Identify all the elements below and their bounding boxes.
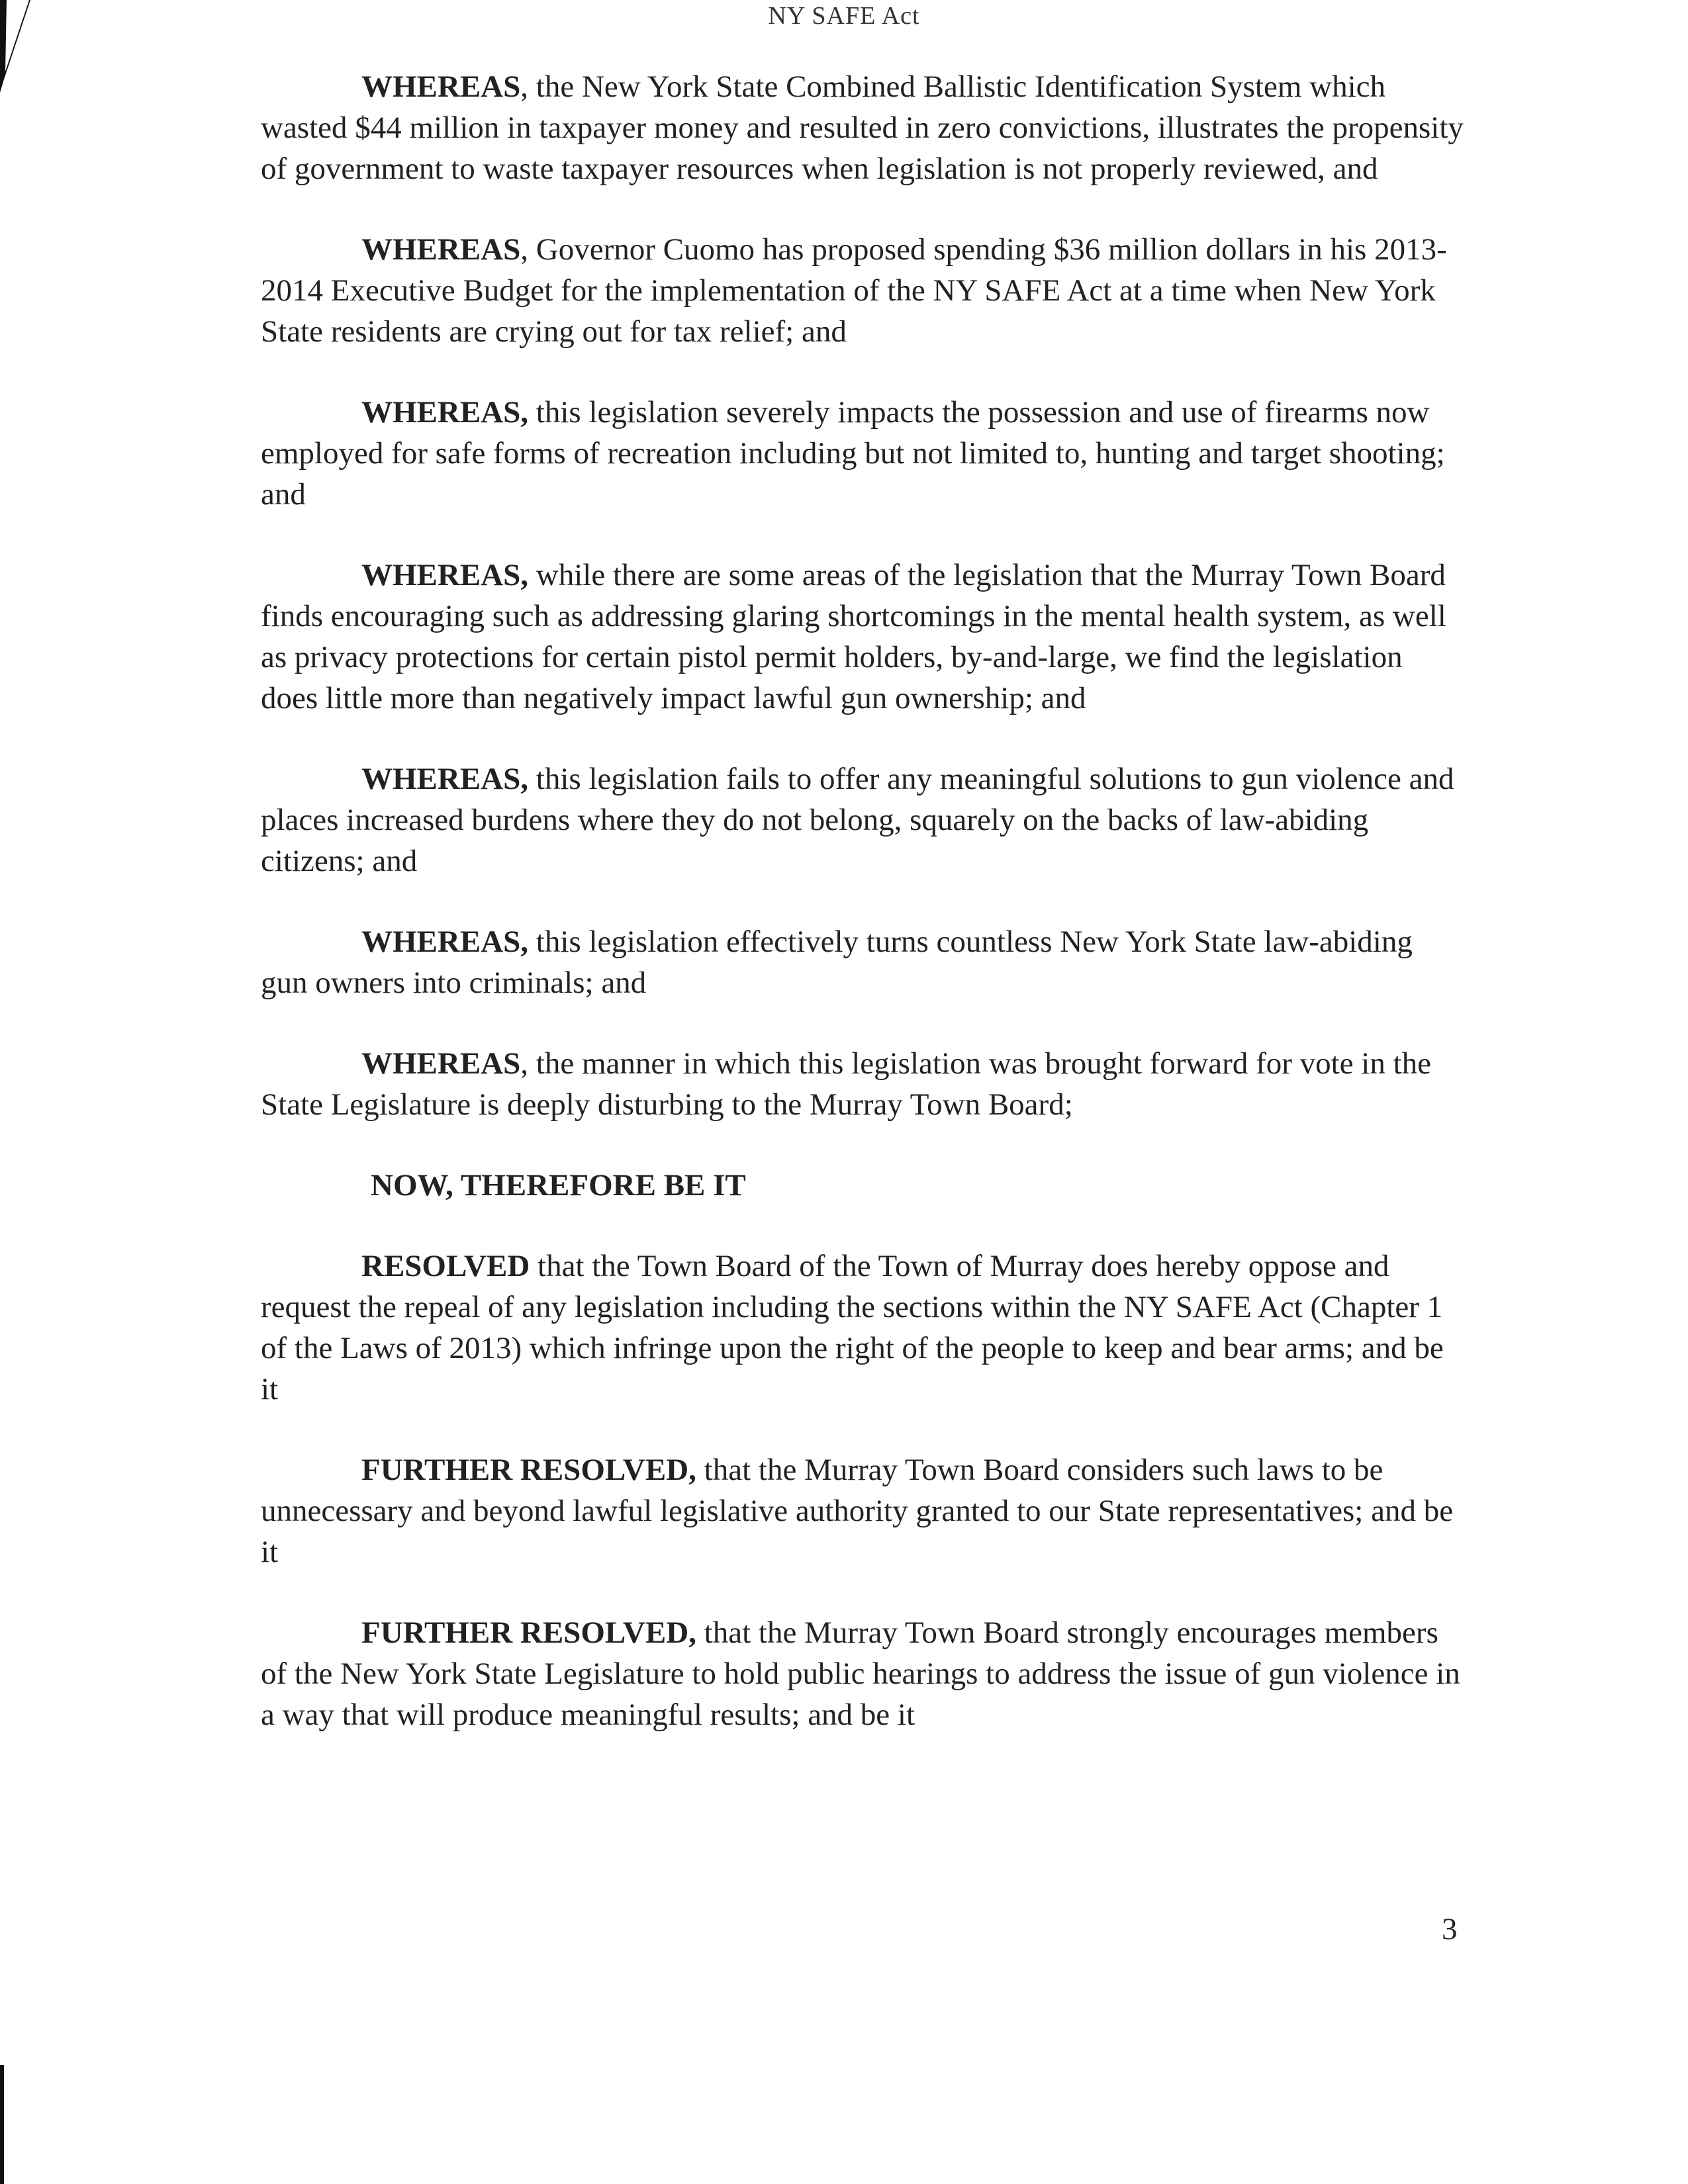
paragraph-text: while there are some areas of the legislation that the Murray Town Board finds encouraging such as addressing glaring shortcomings in the mental health system, as well as privacy protections for certain pistol permit holders, by-and-large, we find the legislation does little more than negatively impact lawful gun ownership; and <box>261 558 1446 715</box>
resolved-paragraph-2 <box>261 1449 1466 1572</box>
paragraph-lead: WHEREAS <box>361 232 521 267</box>
paragraph-text: , the New York State Combined Ballistic Identification System which wasted $44 million in taxpayer money and resulted in zero convictions, illustrates the propensity of government to waste taxpayer resources when legislation is not properly reviewed, and <box>261 69 1464 186</box>
paragraph-lead: WHEREAS, <box>361 558 529 592</box>
paragraph-text: that the Murray Town Board considers such laws to be unnecessary and beyond lawful legislative authority granted to our State representatives; and be it <box>261 1453 1454 1569</box>
whereas-paragraph-2 <box>261 229 1466 352</box>
running-header: NY SAFE Act <box>768 2 920 30</box>
document-body <box>261 66 1466 1775</box>
scan-edge-mark <box>0 2065 4 2184</box>
paragraph-text: this legislation fails to offer any meaningful solutions to gun violence and places increased burdens where they do not belong, squarely on the backs of law-abiding citizens; and <box>261 762 1454 878</box>
therefore-heading: NOW, THEREFORE BE IT <box>371 1168 746 1203</box>
paragraph-text: this legislation effectively turns countless New York State law-abiding gun owners into criminals; and <box>261 925 1413 1000</box>
whereas-paragraph-1 <box>261 66 1466 189</box>
whereas-paragraph-6 <box>261 921 1466 1003</box>
whereas-paragraph-5 <box>261 758 1466 882</box>
whereas-paragraph-4 <box>261 555 1466 719</box>
paragraph-text: , the manner in which this legislation was brought forward for vote in the State Legislature is deeply disturbing to the Murray Town Board; <box>261 1046 1432 1122</box>
whereas-paragraph-3 <box>261 392 1466 515</box>
paragraph-text: that the Town Board of the Town of Murray does hereby oppose and request the repeal of any legislation including the sections within the NY SAFE Act (Chapter 1 of the Laws of 2013) which infringe upon the right of the people to keep and bear arms; and be it <box>261 1249 1444 1406</box>
paragraph-lead: WHEREAS, <box>361 925 529 959</box>
paragraph-lead: WHEREAS <box>361 69 521 104</box>
page-number: 3 <box>1442 1912 1458 1946</box>
paragraph-lead: FURTHER RESOLVED, <box>361 1615 696 1650</box>
paragraph-text: this legislation severely impacts the possession and use of firearms now employed for safe forms of recreation including but not limited to, hunting and target shooting; and <box>261 395 1445 512</box>
whereas-paragraph-7 <box>261 1043 1466 1125</box>
paragraph-lead: WHEREAS <box>361 1046 521 1081</box>
paragraph-lead: RESOLVED <box>361 1249 530 1283</box>
paragraph-lead: WHEREAS, <box>361 762 529 796</box>
paragraph-lead: FURTHER RESOLVED, <box>361 1453 696 1487</box>
paragraph-text: , Governor Cuomo has proposed spending $36 million dollars in his 2013-2014 Executive Budget for the implementation of the NY SAFE Act at a time when New York State residents are crying out for tax relief; and <box>261 232 1447 349</box>
resolved-paragraph-3 <box>261 1612 1466 1735</box>
resolved-paragraph-1 <box>261 1246 1466 1410</box>
paragraph-lead: WHEREAS, <box>361 395 529 430</box>
paragraph-text: that the Murray Town Board strongly encourages members of the New York State Legislature to hold public hearings to address the issue of gun violence in a way that will produce meaningful results; and be it <box>261 1615 1460 1732</box>
